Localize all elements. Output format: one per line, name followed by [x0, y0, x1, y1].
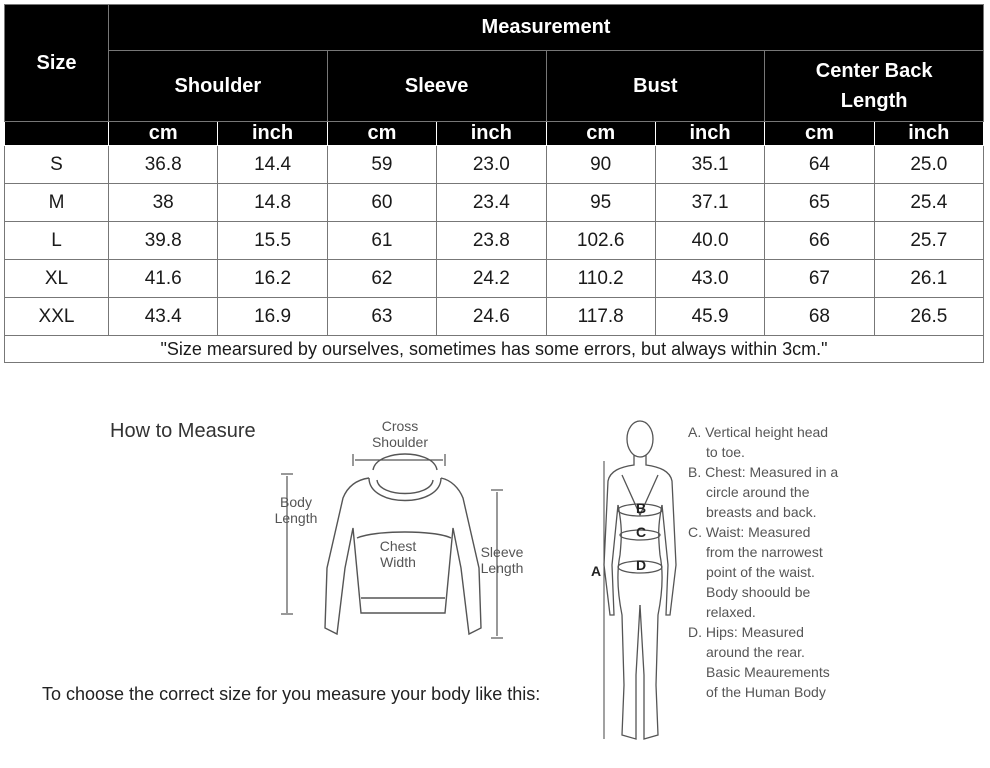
unit-corner — [5, 122, 109, 146]
value-cell: 66 — [765, 222, 874, 260]
body-letter-b: B — [636, 500, 647, 516]
table-row — [5, 146, 984, 184]
table-row — [5, 298, 984, 336]
value-cell: 23.4 — [437, 184, 546, 222]
unit-header: cm — [546, 122, 655, 146]
value-cell: 14.8 — [218, 184, 327, 222]
table-row — [5, 222, 984, 260]
value-cell: 67 — [765, 260, 874, 298]
value-cell: 23.0 — [437, 146, 546, 184]
body-figure-illustration — [600, 415, 680, 755]
note-first-line: D. Hips: Measured — [688, 624, 804, 640]
chest-width-label — [368, 538, 428, 570]
note-first-line: C. Waist: Measured — [688, 524, 811, 540]
unit-header: inch — [655, 122, 764, 146]
note-continuation-line: to toe. — [706, 444, 745, 460]
unit-header: cm — [109, 122, 218, 146]
instruction-text: To choose the correct size for you measure your body like this: — [42, 684, 541, 704]
value-cell: 25.4 — [874, 184, 983, 222]
note-continuation-line: around the rear. — [706, 644, 805, 660]
unit-header: cm — [327, 122, 436, 146]
note-item — [688, 622, 878, 702]
sleeve-header: Sleeve — [327, 51, 546, 122]
note-item — [688, 462, 878, 522]
value-cell: 60 — [327, 184, 436, 222]
measurement-header: Measurement — [109, 5, 984, 51]
value-cell: 40.0 — [655, 222, 764, 260]
value-cell: 25.0 — [874, 146, 983, 184]
unit-header: inch — [218, 122, 327, 146]
size-header: Size — [5, 5, 109, 122]
cross-shoulder-line2: Shoulder — [371, 434, 429, 450]
note-continuation-line: point of the waist. — [706, 564, 815, 580]
chest-width-line2: Width — [380, 554, 416, 570]
note-first-line: B. Chest: Measured in a — [688, 464, 839, 480]
table-row — [5, 260, 984, 298]
body-letter-d: D — [636, 557, 647, 573]
cross-shoulder-label — [360, 418, 440, 450]
value-cell: 14.4 — [218, 146, 327, 184]
shoulder-header: Shoulder — [109, 51, 328, 122]
body-letter-a: A — [591, 563, 602, 579]
value-cell: 90 — [546, 146, 655, 184]
value-cell: 68 — [765, 298, 874, 336]
value-cell: 24.6 — [437, 298, 546, 336]
size-rows — [5, 146, 984, 336]
size-cell: XL — [5, 260, 109, 298]
size-chart-table — [4, 4, 984, 363]
note-continuation-line: relaxed. — [706, 604, 756, 620]
value-cell: 24.2 — [437, 260, 546, 298]
note-continuation-line: from the narrowest — [706, 544, 823, 560]
body-length-label — [266, 494, 326, 526]
value-cell: 110.2 — [546, 260, 655, 298]
value-cell: 16.2 — [218, 260, 327, 298]
value-cell: 41.6 — [109, 260, 218, 298]
value-cell: 63 — [327, 298, 436, 336]
body-length-line1: Body — [280, 494, 312, 510]
sleeve-length-label — [472, 544, 532, 576]
value-cell: 15.5 — [218, 222, 327, 260]
note-item — [688, 422, 878, 462]
value-cell: 23.8 — [437, 222, 546, 260]
chest-width-line1: Chest — [379, 538, 417, 554]
value-cell: 64 — [765, 146, 874, 184]
sleeve-length-line1: Sleeve — [480, 544, 524, 560]
note-continuation-line: Basic Meaurements — [706, 664, 830, 680]
value-cell: 25.7 — [874, 222, 983, 260]
size-cell: M — [5, 184, 109, 222]
bust-header: Bust — [546, 51, 765, 122]
unit-header: inch — [874, 122, 983, 146]
size-cell: S — [5, 146, 109, 184]
note-continuation-line: circle around the — [706, 484, 810, 500]
value-cell: 45.9 — [655, 298, 764, 336]
note-continuation-line: breasts and back. — [706, 504, 817, 520]
cross-shoulder-line1: Cross — [381, 418, 419, 434]
body-letter-c: C — [636, 524, 647, 540]
center-back-length-header: Center Back Length — [765, 51, 984, 122]
value-cell: 37.1 — [655, 184, 764, 222]
value-cell: 16.9 — [218, 298, 327, 336]
value-cell: 117.8 — [546, 298, 655, 336]
value-cell: 36.8 — [109, 146, 218, 184]
size-cell: XXL — [5, 298, 109, 336]
measurement-note: "Size mearsured by ourselves, sometimes has some errors, but always within 3cm." — [5, 336, 984, 363]
value-cell: 102.6 — [546, 222, 655, 260]
value-cell: 35.1 — [655, 146, 764, 184]
value-cell: 38 — [109, 184, 218, 222]
note-first-line: A. Vertical height head — [688, 424, 829, 440]
value-cell: 26.5 — [874, 298, 983, 336]
table-row — [5, 184, 984, 222]
note-item — [688, 522, 878, 622]
note-continuation-line: of the Human Body — [706, 684, 826, 700]
value-cell: 26.1 — [874, 260, 983, 298]
value-cell: 65 — [765, 184, 874, 222]
unit-header: cm — [765, 122, 874, 146]
note-continuation-line: Body shoould be — [706, 584, 811, 600]
unit-header: inch — [437, 122, 546, 146]
value-cell: 43.4 — [109, 298, 218, 336]
measurement-notes — [688, 422, 878, 702]
value-cell: 62 — [327, 260, 436, 298]
size-cell: L — [5, 222, 109, 260]
sweater-illustration — [265, 418, 535, 648]
value-cell: 59 — [327, 146, 436, 184]
value-cell: 61 — [327, 222, 436, 260]
value-cell: 95 — [546, 184, 655, 222]
body-length-line2: Length — [274, 510, 318, 526]
how-to-measure-title: How to Measure — [110, 420, 256, 442]
sleeve-length-line2: Length — [480, 560, 524, 576]
value-cell: 43.0 — [655, 260, 764, 298]
value-cell: 39.8 — [109, 222, 218, 260]
